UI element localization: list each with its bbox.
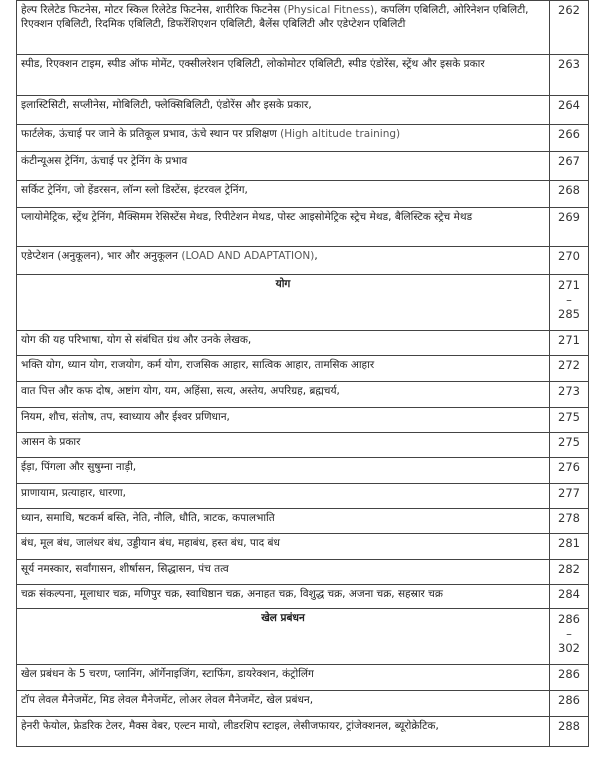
- page-number: 266: [550, 125, 589, 152]
- page-number: 271: [550, 331, 589, 356]
- page-number: 264: [550, 96, 589, 125]
- topic-hindi-text: योग: [275, 278, 291, 290]
- page-number: 277: [550, 484, 589, 509]
- topic-text: [17, 665, 550, 691]
- page-number: 270: [550, 247, 589, 275]
- topic-text: [17, 382, 550, 408]
- topic-text: [17, 560, 550, 585]
- page-number: 276: [550, 458, 589, 484]
- page-number: 281: [550, 534, 589, 560]
- page-start: 271: [558, 278, 580, 292]
- topic-hindi-text: सर्किट ट्रेनिंग, जो हेंडरसन, लॉन्ग स्लो डिस्टेंस, इंटरवल ट्रेनिंग,: [21, 184, 248, 196]
- topic-hindi-text: खेल प्रबंधन के 5 चरण, प्लानिंग, ऑर्गेनाइजिंग, स्टाफिंग, डायरेक्शन, कंट्रोलिंग: [21, 668, 314, 680]
- page-number: 278: [550, 509, 589, 534]
- topic-row: [17, 1, 589, 55]
- topic-row: [17, 125, 589, 152]
- topic-hindi-text: बंध, मूल बंध, जालंधर बंध, उड्डीयान बंध, महाबंध, हस्त बंध, पाद बंध: [21, 537, 280, 549]
- page-number: 267: [550, 152, 589, 181]
- topic-hindi-text: फार्टलेक, ऊंचाई पर जाने के प्रतिकूल प्रभाव, ऊंचे स्थान पर प्रशिक्षण: [21, 128, 281, 140]
- page-range: [550, 609, 589, 665]
- topic-hindi-text: चक्र संकल्पना, मूलाधार चक्र, मणिपुर चक्र, स्वाधिष्ठान चक्र, अनाहत चक्र, विशुद्ध चक्र, अजना चक्र, सहस्रार चक्र: [21, 588, 443, 600]
- topic-text: [17, 458, 550, 484]
- page-number: 286: [550, 665, 589, 691]
- page-number: 275: [550, 408, 589, 433]
- index-table-body: [17, 1, 589, 747]
- page-number: 273: [550, 382, 589, 408]
- page-number: 288: [550, 717, 589, 747]
- topic-text: [17, 247, 550, 275]
- topic-row: [17, 433, 589, 458]
- topic-hindi-text: नियम, शौच, संतोष, तप, स्वाध्याय और ईश्वर प्रणिधान,: [21, 411, 230, 423]
- topic-text: [17, 433, 550, 458]
- topic-text: [17, 181, 550, 208]
- topic-row: [17, 484, 589, 509]
- page-number: 268: [550, 181, 589, 208]
- topic-row: [17, 382, 589, 408]
- topic-hindi-text: कंटीन्यूअस ट्रेनिंग, ऊंचाई पर ट्रेनिंग के प्रभाव: [21, 155, 188, 167]
- page-number: 263: [550, 55, 589, 96]
- topic-hindi-text: इलास्टिसिटी, सप्लीनेस, मोबिलिटी, फ्लेक्सिबिलिटी, एंडोरेंस और इसके प्रकार,: [21, 99, 312, 111]
- topic-hindi-text: भक्ति योग, ध्यान योग, राजयोग, कर्म योग, राजसिक आहार, सात्विक आहार, तामसिक आहार: [21, 359, 375, 371]
- topic-text: [17, 534, 550, 560]
- topic-english-text: (LOAD AND ADAPTATION): [181, 250, 315, 262]
- page-end: 285: [558, 307, 580, 321]
- topic-row: [17, 152, 589, 181]
- page-dash: –: [566, 293, 572, 307]
- topic-row: [17, 331, 589, 356]
- topic-row: [17, 181, 589, 208]
- topic-text: [17, 331, 550, 356]
- page-number: 275: [550, 433, 589, 458]
- topic-hindi-text: एडेप्टेशन (अनुकूलन), भार और अनुकूलन: [21, 250, 182, 262]
- index-table-container: [16, 0, 584, 747]
- topic-row: [17, 534, 589, 560]
- topic-row: [17, 560, 589, 585]
- topic-row: [17, 408, 589, 433]
- topic-row: [17, 509, 589, 534]
- topic-english-text: (Physical Fitness): [283, 4, 375, 16]
- topic-text: [17, 691, 550, 717]
- topic-text: [17, 717, 550, 747]
- topic-hindi-text: खेल प्रबंधन: [261, 612, 305, 624]
- page-number: 284: [550, 585, 589, 609]
- topic-row: [17, 208, 589, 247]
- topic-text: [17, 125, 550, 152]
- topic-row: [17, 665, 589, 691]
- topic-row: [17, 458, 589, 484]
- topic-text: [17, 1, 550, 55]
- topic-hindi-text: आसन के प्रकार: [21, 436, 81, 448]
- topic-row: [17, 96, 589, 125]
- topic-text: [17, 484, 550, 509]
- section-heading-row: [17, 609, 589, 665]
- topic-text: [17, 96, 550, 125]
- topic-hindi-text: टॉप लेवल मैनेजमेंट, मिड लेवल मैनेजमेंट, लोअर लेवल मैनेजमेंट, खेल प्रबंधन,: [21, 694, 314, 706]
- topic-hindi-continuation: ,: [314, 250, 318, 262]
- topic-text: [17, 208, 550, 247]
- page-number: 272: [550, 356, 589, 382]
- page-number: 282: [550, 560, 589, 585]
- page-number: 269: [550, 208, 589, 247]
- section-heading-row: [17, 275, 589, 331]
- topic-text: [17, 408, 550, 433]
- topic-text: [17, 509, 550, 534]
- section-title: [17, 275, 550, 331]
- topic-hindi-text: ईड़ा, पिंगला और सुषुम्ना नाड़ी,: [21, 461, 137, 473]
- page-start: 286: [558, 612, 580, 626]
- topic-row: [17, 55, 589, 96]
- page-dash: –: [566, 627, 572, 641]
- topic-hindi-text: हेल्प रिलेटेड फिटनेस, मोटर स्किल रिलेटेड फिटनेस, शारीरिक फिटनेस: [21, 4, 284, 16]
- topic-row: [17, 247, 589, 275]
- topic-text: [17, 55, 550, 96]
- section-title: [17, 609, 550, 665]
- topic-row: [17, 356, 589, 382]
- page-end: 302: [558, 641, 580, 655]
- topic-text: [17, 152, 550, 181]
- topic-text: [17, 585, 550, 609]
- topic-hindi-text: योग की यह परिभाषा, योग से संबंधित ग्रंथ और उनके लेखक,: [21, 334, 252, 346]
- topic-row: [17, 691, 589, 717]
- topic-hindi-text: सूर्य नमस्कार, सर्वांगासन, शीर्षासन, सिद्धासन, पंच तत्व: [21, 563, 229, 575]
- topic-hindi-text: वात पित्त और कफ दोष, अष्टांग योग, यम, अहिंसा, सत्य, अस्तेय, अपरिग्रह, ब्रह्मचर्य,: [21, 385, 340, 397]
- page-number: 262: [550, 1, 589, 55]
- topic-row: [17, 585, 589, 609]
- page-number: 286: [550, 691, 589, 717]
- topic-hindi-text: हेनरी फेयोल, फ्रेडरिक टेलर, मैक्स वेबर, एल्टन मायो, लीडरशिप स्टाइल, लेसीजफायर, ट्रांजेक्शनल, ब्यूरोक्रेटिक,: [21, 720, 439, 732]
- page-range: [550, 275, 589, 331]
- topic-text: [17, 356, 550, 382]
- topic-hindi-text: प्लायोमेट्रिक, स्ट्रेंथ ट्रेनिंग, मैक्सिमम रेसिस्टेंस मेथड, रिपीटेशन मेथड, पोस्ट आइसोमेट्रिक स्ट्रेच मेथड, बैलिस्टिक स्ट्रेच मेथड: [21, 211, 473, 223]
- topic-hindi-text: प्राणायाम, प्रत्याहार, धारणा,: [21, 487, 126, 499]
- topic-row: [17, 717, 589, 747]
- topic-english-text: (High altitude training): [280, 128, 401, 140]
- index-table: [16, 0, 589, 747]
- topic-hindi-continuation: , कपलिंग एबिलिटी, ओरिनेशन एबिलिटी, रिएक्शन एबिलिटी, रिदमिक एबिलिटी, डिफरेंशिएशन एबिलिटी, बैलेंस एबिलिटी और एडेप्टेशन एबिलिटी: [21, 4, 529, 30]
- topic-hindi-text: ध्यान, समाधि, षटकर्म बस्ति, नेति, नौलि, धौति, त्राटक, कपालभाति: [21, 512, 275, 524]
- topic-hindi-text: स्पीड, रिएक्शन टाइम, स्पीड ऑफ मोमेंट, एक्सीलरेशन एबिलिटी, लोकोमोटर एबिलिटी, स्पीड एंडोरेंस, स्ट्रेंथ और इसके प्रकार: [21, 58, 485, 70]
